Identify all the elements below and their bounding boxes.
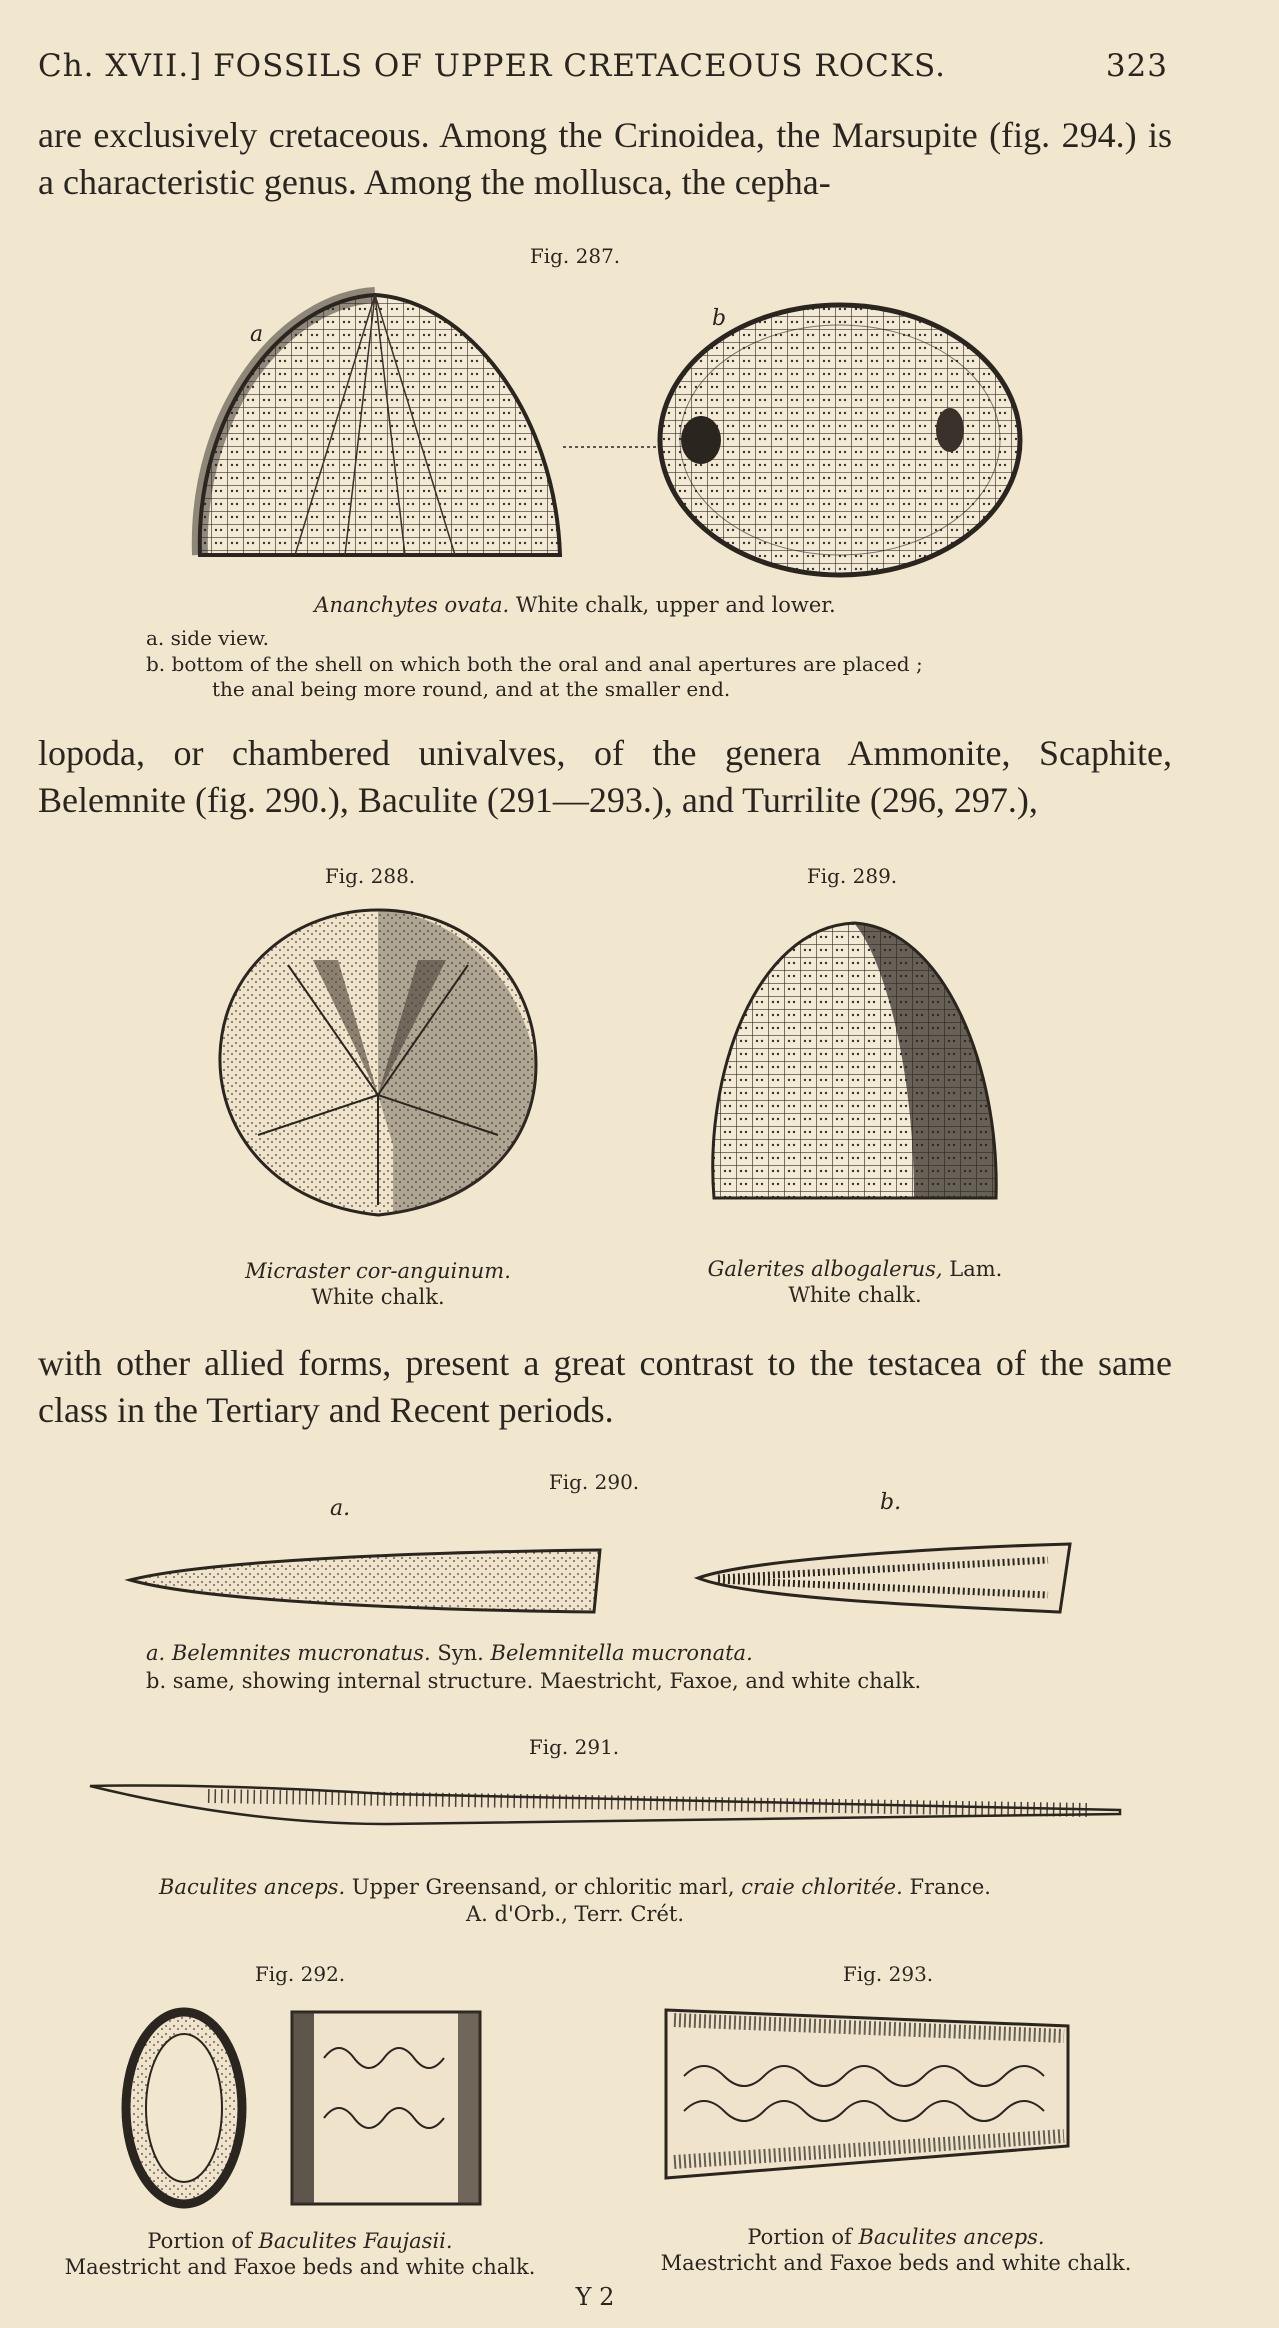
fig290-letter-b: b. <box>880 1490 902 1515</box>
fig292-illustration <box>124 2008 484 2208</box>
fig291-species: Baculites anceps. <box>159 1875 346 1899</box>
fig288-illustration <box>218 905 538 1225</box>
fig293-caption <box>626 2224 1166 2276</box>
fig291-craie: craie chloritée. <box>741 1875 903 1899</box>
fig290-illustration <box>128 1540 1088 1620</box>
header-title: Ch. XVII.] FOSSILS OF UPPER CRETACEOUS ROCKS. <box>38 48 947 84</box>
paragraph-3: with other allied forms, present a great contrast to the testacea of the same class in the Tertiary and Recent periods. <box>38 1343 1172 1430</box>
fig289-caption <box>660 1256 1050 1308</box>
fig290-syn: Syn. <box>437 1641 484 1665</box>
fig287-label: Fig. 287. <box>529 244 621 268</box>
fig290-syn-name: Belemnitella mucronata. <box>490 1641 753 1665</box>
fig293-locality: Maestricht and Faxoe beds and white chalk. <box>660 2251 1132 2275</box>
paragraph-1: are exclusively cretaceous. Among the Crinoidea, the Marsupite (fig. 294.) is a characteristic genus. Among the mollusca, the cepha- <box>38 115 1172 202</box>
fig289-label: Fig. 289. <box>806 864 898 888</box>
fig290-species-a: a. Belemnites mucronatus. <box>146 1641 431 1665</box>
fig290-caption-b: b. same, showing internal structure. Maestricht, Faxoe, and white chalk. <box>146 1669 922 1693</box>
fig288-caption <box>218 1258 538 1310</box>
fig287-illustration <box>195 290 1025 580</box>
fig289-author: Lam. <box>949 1257 1003 1281</box>
fig293-species: Baculites anceps. <box>858 2225 1045 2249</box>
fig290-caption-a <box>146 1640 753 1666</box>
fig287-note-a: a. side view. <box>146 626 269 650</box>
fig287-note-b2: the anal being more round, and at the smaller end. <box>212 677 731 701</box>
fig292-locality: Maestricht and Faxoe beds and white chalk. <box>64 2255 536 2279</box>
fig291-rest: Upper Greensand, or chloritic marl, <box>351 1875 735 1899</box>
fig287-species: Ananchytes ovata. <box>314 593 510 617</box>
fig289-species: Galerites albogalerus, <box>707 1257 943 1281</box>
fig291-label: Fig. 291. <box>528 1735 620 1759</box>
fig288-locality: White chalk. <box>311 1285 445 1309</box>
fig289-locality: White chalk. <box>788 1283 922 1307</box>
fig287-note-b1: b. bottom of the shell on which both the oral and anal apertures are placed ; <box>146 652 923 676</box>
fig292-species: Baculites Faujasii. <box>258 2229 453 2253</box>
signature-mark: Y 2 <box>575 2283 615 2311</box>
paragraph-2: lopoda, or chambered univalves, of the genera Ammonite, Scaphite, Belemnite (fig. 290.), Baculite (291—293.), and Turrilite (296, 297.), <box>38 733 1172 820</box>
fig288-species: Micraster cor-anguinum. <box>245 1259 511 1283</box>
fig287-letter-a: a <box>250 322 264 347</box>
page-number: 323 <box>1105 48 1168 84</box>
fig287-caption-rest: White chalk, upper and lower. <box>515 593 836 617</box>
fig292-label: Fig. 292. <box>254 1962 346 1986</box>
fig287-caption <box>0 592 1150 618</box>
fig290-label: Fig. 290. <box>548 1470 640 1494</box>
fig293-label: Fig. 293. <box>842 1962 934 1986</box>
fig288-label: Fig. 288. <box>324 864 416 888</box>
fig291-country: France. <box>909 1875 991 1899</box>
fig293-illustration <box>664 2006 1074 2182</box>
fig290-letter-a: a. <box>330 1496 351 1521</box>
fig287-letter-b: b <box>712 306 727 331</box>
fig291-caption <box>0 1874 1150 1900</box>
fig292-portion: Portion of <box>147 2229 252 2253</box>
fig291-source: A. d'Orb., Terr. Crét. <box>465 1902 685 1926</box>
fig293-portion: Portion of <box>747 2225 852 2249</box>
fig292-caption <box>30 2228 570 2280</box>
fig289-illustration <box>704 918 1004 1218</box>
fig291-illustration <box>88 1780 1124 1830</box>
